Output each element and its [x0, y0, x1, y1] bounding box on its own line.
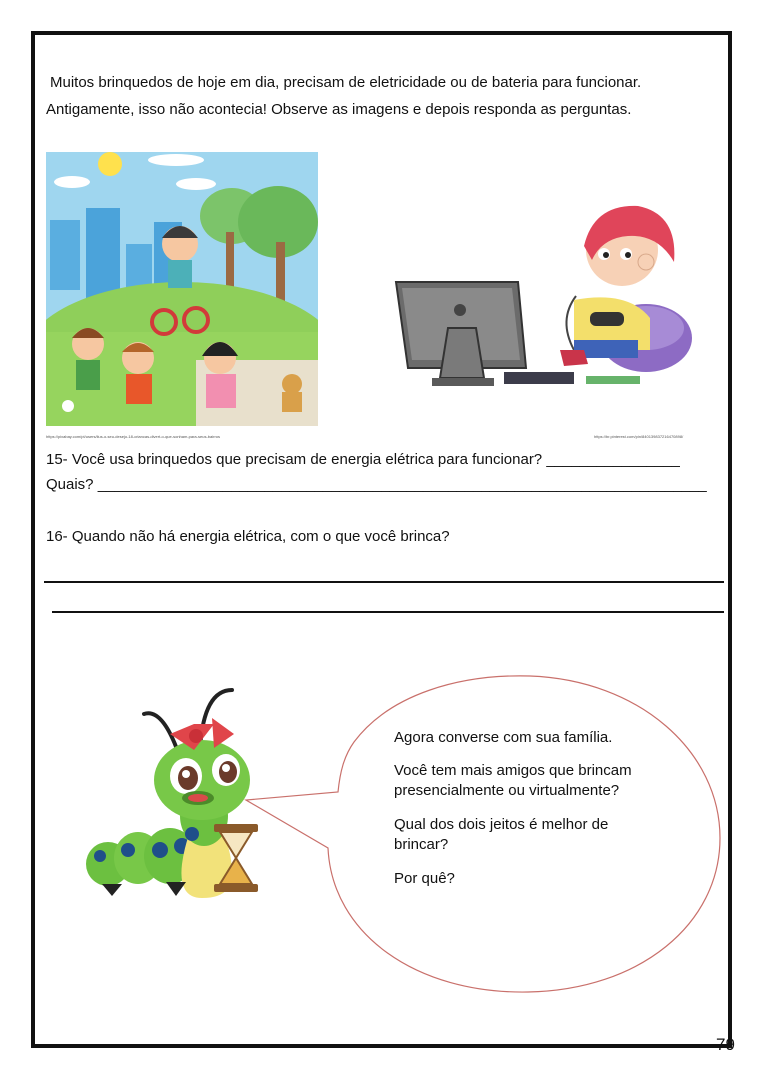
answer-line-1 — [44, 581, 724, 583]
question-16: 16- Quando não há energia elétrica, com o que você brinca? — [46, 528, 450, 545]
bubble-line-1: Agora converse com sua família. — [394, 729, 613, 746]
intro-line-1: Muitos brinquedos de hoje em dia, precisam de eletricidade ou de bateria para funcionar. — [50, 74, 642, 91]
computer-image-credit: https://br.pinterest.com/pin/840139837216470898/ — [594, 434, 684, 439]
bubble-line-3: Qual dos dois jeitos é melhor de brincar? — [394, 816, 609, 853]
park-image-credit: https://pixabay.com/pt/users/ilus-o-seu-desejo-18-criancas-divert-o-que-sonham-para-seus-bairros — [46, 434, 220, 439]
page-number: 79 — [716, 1035, 735, 1054]
intro-line-2: Antigamente, isso não acontecia! Observe as imagens e depois responda as perguntas. — [46, 101, 632, 118]
caterpillar-illustration — [82, 684, 272, 910]
question-15-followup: Quais? _________________________________________________________________________ — [46, 476, 707, 493]
kids-park-illustration — [46, 152, 318, 426]
boy-computer-illustration — [388, 200, 698, 392]
question-15: 15- Você usa brinquedos que precisam de energia elétrica para funcionar? ________________ — [46, 451, 680, 468]
bubble-line-2: Você tem mais amigos que brincam presencialmente ou virtualmente? — [394, 762, 632, 799]
bubble-line-4: Por quê? — [394, 870, 455, 887]
answer-line-2 — [52, 611, 724, 613]
